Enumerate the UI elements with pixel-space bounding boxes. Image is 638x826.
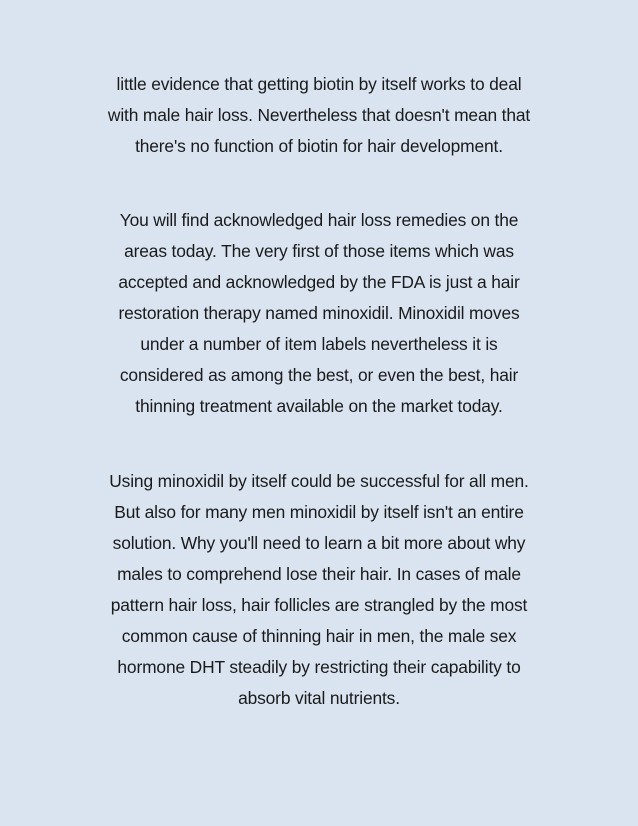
text-line: solution. Why you'll need to learn a bit more about why (112, 533, 526, 553)
text-line: considered as among the best, or even the best, hair (119, 365, 519, 385)
paragraph-minoxidil-remedies (60, 205, 578, 422)
text-line: common cause of thinning hair in men, the male sex (121, 626, 517, 646)
text-line: restoration therapy named minoxidil. Minoxidil moves (118, 303, 520, 323)
text-line: there's no function of biotin for hair development. (135, 136, 503, 156)
text-line: Using minoxidil by itself could be successful for all men. (109, 471, 529, 491)
paragraph-minoxidil-alone (60, 466, 578, 714)
text-line: hormone DHT steadily by restricting their capability to (117, 657, 521, 677)
text-line: But also for many men minoxidil by itself isn't an entire (114, 502, 524, 522)
text-line: areas today. The very first of those items which was (124, 241, 514, 261)
text-line: little evidence that getting biotin by itself works to deal (116, 74, 522, 94)
paragraph-biotin (60, 69, 578, 162)
text-line: accepted and acknowledged by the FDA is just a hair (118, 272, 520, 292)
text-line: pattern hair loss, hair follicles are strangled by the most (110, 595, 528, 615)
text-line: absorb vital nutrients. (238, 688, 400, 708)
text-line: under a number of item labels nevertheless it is (140, 334, 498, 354)
text-line: males to comprehend lose their hair. In cases of male (117, 564, 521, 584)
text-line: You will find acknowledged hair loss remedies on the (119, 210, 519, 230)
text-line: with male hair loss. Nevertheless that doesn't mean that (107, 105, 531, 125)
text-line: thinning treatment available on the market today. (135, 396, 503, 416)
